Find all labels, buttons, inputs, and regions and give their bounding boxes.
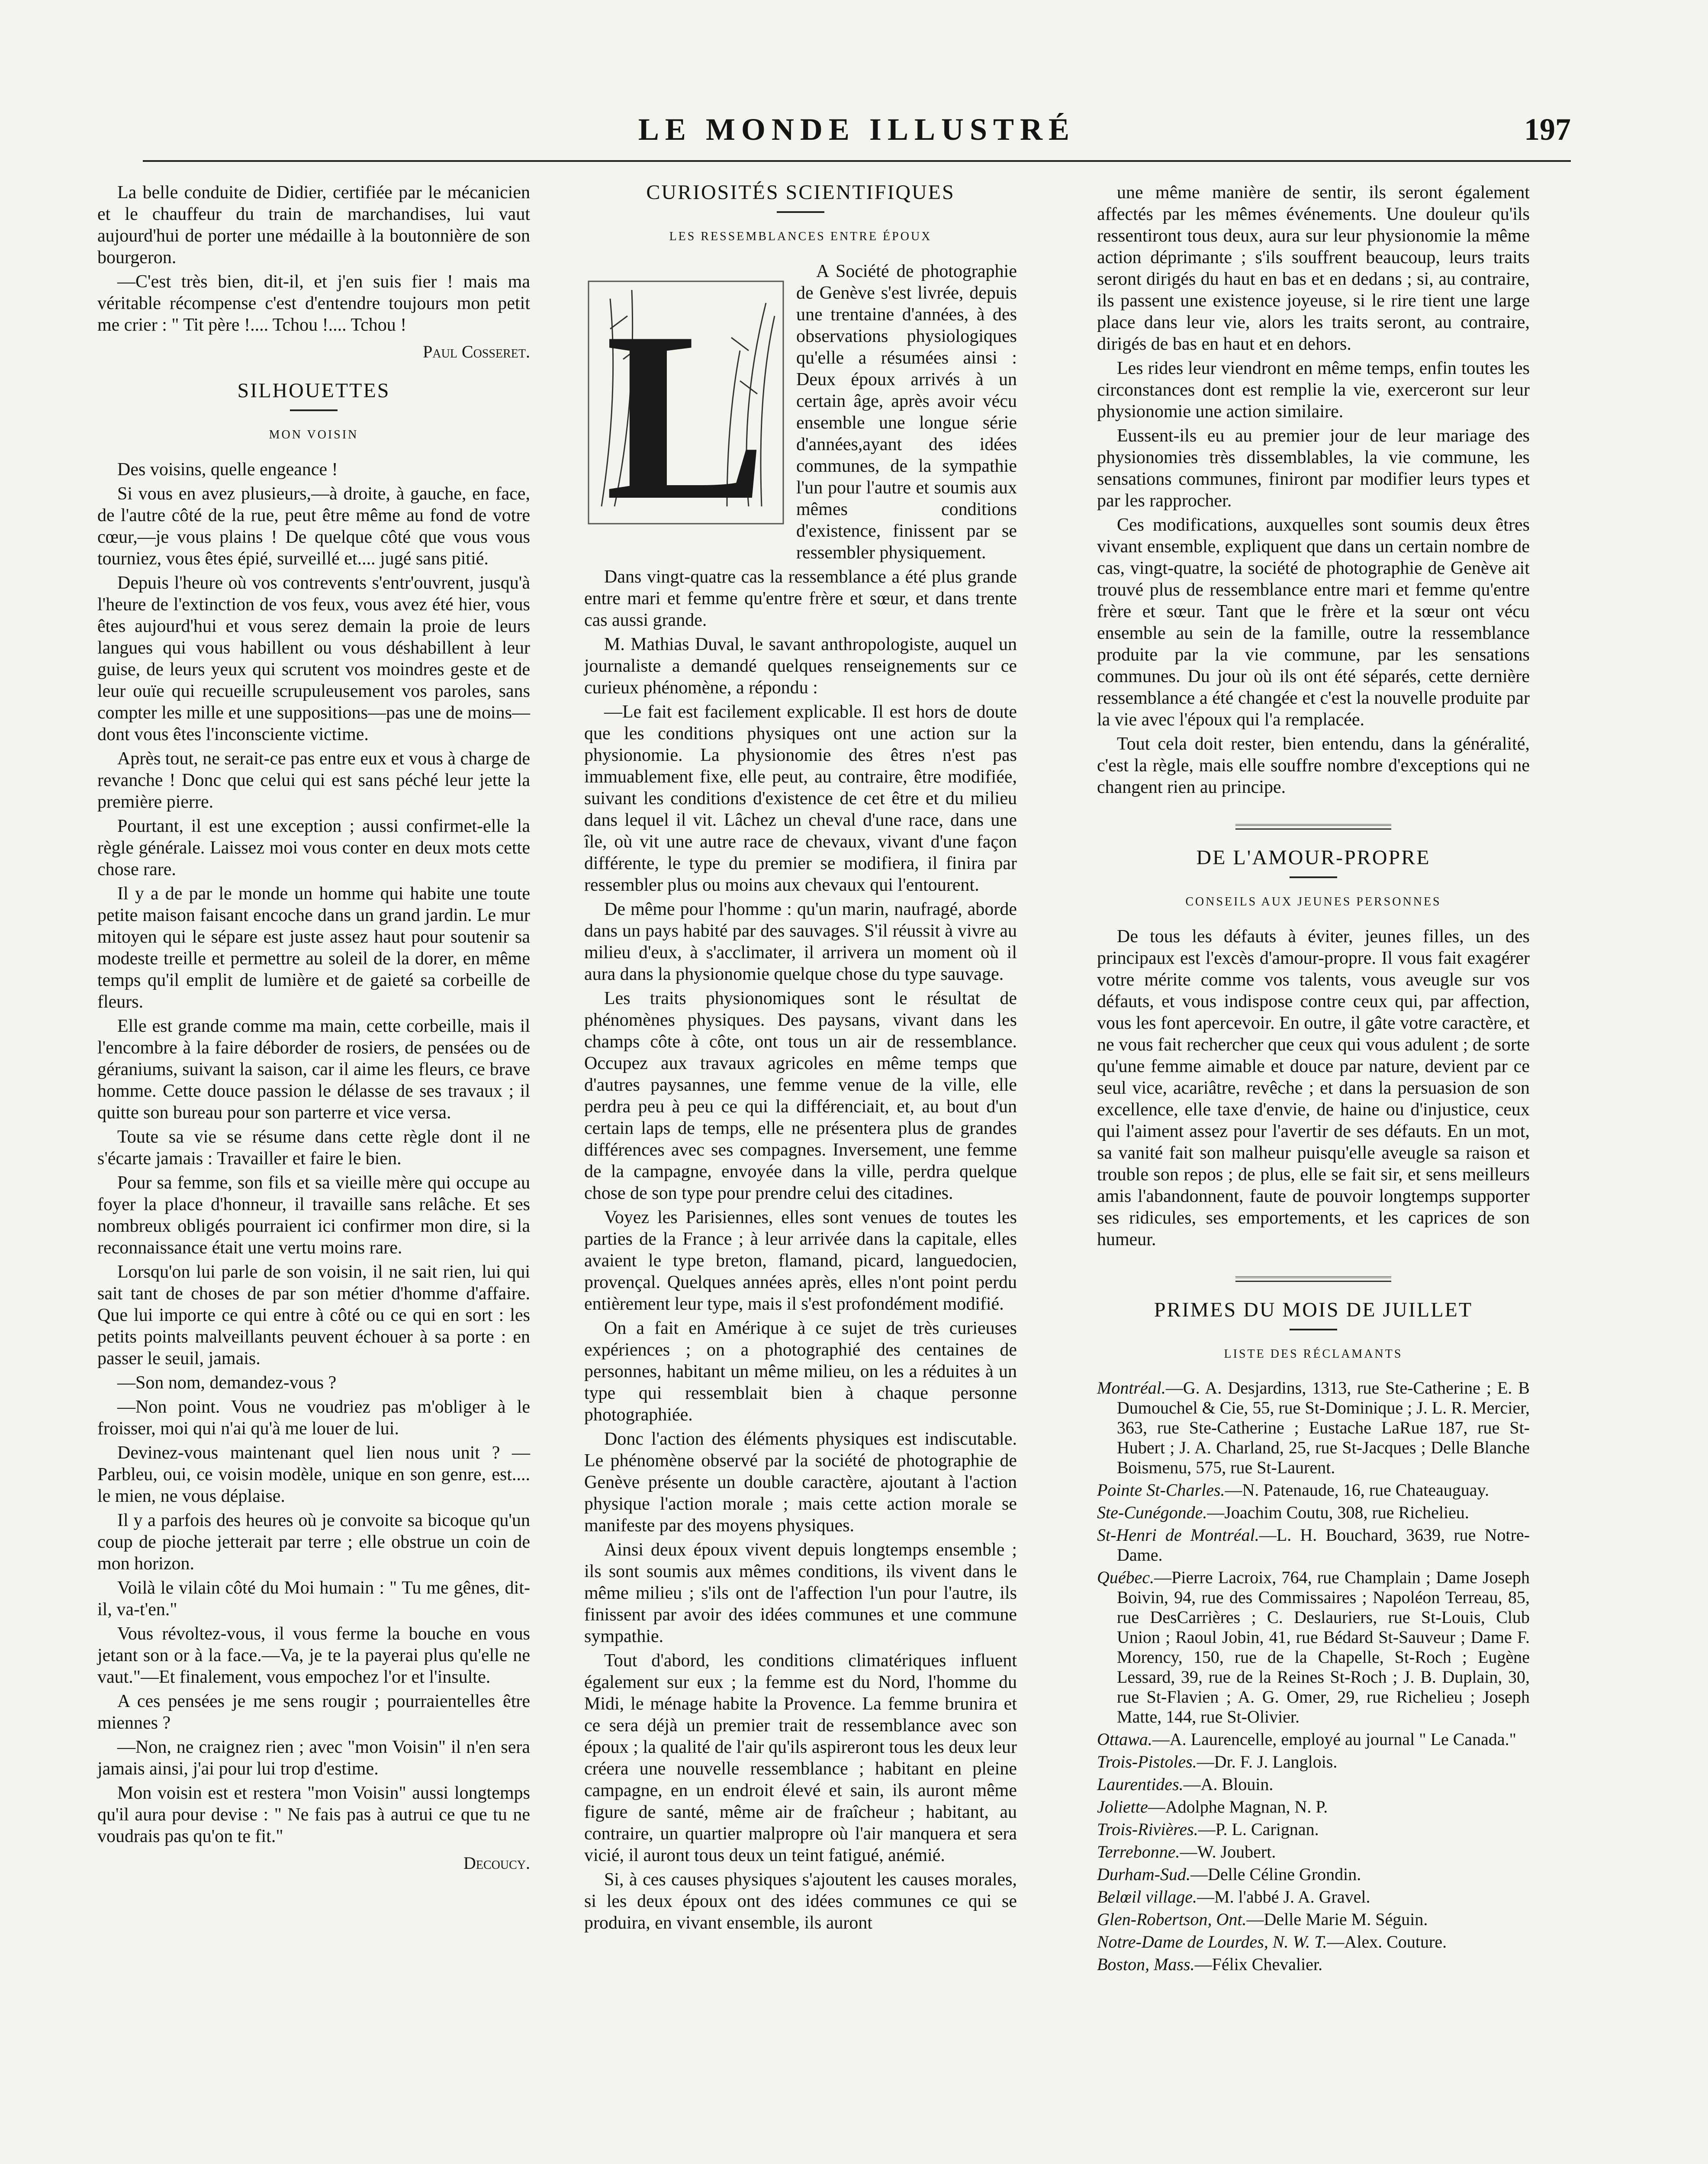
article-paragraph: une même manière de sentir, ils seront également affectés par les mêmes événements. Une douleur qu'ils ressentiront tous deux, aura sur leur physionomie la même action déprimante ; s'ils souffrent beaucoup, leurs traits seront dirigés du haut en bas et en dedans ; si, au contraire, ils passent une existence joyeuse, si le rire tient une large place dans leur vie, alors les traits seront, au contraire, dirigés de bas en haut et en dehors.: [1097, 183, 1530, 354]
list-item: [1097, 1568, 1530, 1727]
claimant-place: Notre-Dame de Lourdes, N. W. T.: [1097, 1932, 1327, 1951]
list-item: [1097, 1525, 1530, 1565]
list-item: [1097, 1774, 1530, 1794]
column-1: [97, 182, 530, 1883]
article-paragraph: Dans vingt-quatre cas la ressemblance a été plus grande entre mari et femme qu'entre frère et sœur, et dans trente cas aussi grande.: [584, 567, 1017, 630]
list-item: [1097, 1910, 1530, 1929]
article-paragraph: A ces pensées je me sens rougir ; pourraientelles être miennes ?: [97, 1691, 530, 1733]
article-paragraph: On a fait en Amérique à ce sujet de très curieuses expériences ; on a photographié des centaines de personnes, habitant un même milieu, on les a réduites à un type qui ressemblait bien à chaque personne photographiée.: [584, 1318, 1017, 1425]
column-3: [1097, 182, 1530, 1977]
article-paragraph: Toute sa vie se résume dans cette règle dont il ne s'écarte jamais : Travailler et faire le bien.: [97, 1127, 530, 1169]
list-item: [1097, 1819, 1530, 1839]
section-subtitle: MON VOISIN: [269, 428, 359, 441]
article-paragraph: Depuis l'heure où vos contrevents s'entr'ouvrent, jusqu'à l'heure de l'extinction de vos feux, vous avez été hier, vous êtes aujourd'hui et vous serez demain la proie de leurs langues qui vous habillent ou vous déshabillent à leur guise, de leurs yeux qui scrutent vos moindres geste et de leur ouïe qui recueille scrupuleusement vos paroles, sans compter les mille et une suppositions—pas une de moins—dont vous êtes l'inconsciente victime.: [97, 573, 530, 744]
article-paragraph: Les traits physionomiques sont le résultat de phénomènes physiques. Des paysans, vivant dans les champs côte à côte, ont tous un air de ressemblance. Occupez aux travaux agricoles en même temps que d'autres paysannes, une femme venue de la ville, elle perdra peu à peu ce qui la différenciait, et, au bout d'un certain laps de temps, elle ne présentera plus de grandes différences avec ses compagnes. Inversement, une femme de la campagne, envoyée dans la ville, perdra quelque chose de son type pour prendre celui des citadines.: [584, 989, 1017, 1203]
section-title-silhouettes: SILHOUETTES: [237, 379, 390, 402]
list-item: [1097, 1865, 1530, 1884]
claimant-place: St-Henri de Montréal.: [1097, 1525, 1259, 1545]
article-paragraph: Vous révoltez-vous, il vous ferme la bouche en vous jetant son or à la face.—Va, je te la payerai plus qu'elle ne vaut."—Et finalement, vous empochez l'or et l'insulte.: [97, 1624, 530, 1687]
claimant-place: Glen-Robertson, Ont.: [1097, 1910, 1247, 1929]
article-paragraph: Voyez les Parisiennes, elles sont venues de toutes les parties de la France ; à leur arrivée dans la capitale, elles avaient le type breton, flamand, picard, languedocien, provençal. Quelques années après, elles n'ont point perdu entièrement leur type, mais il s'est profondément modifié.: [584, 1208, 1017, 1314]
list-item: [1097, 1752, 1530, 1772]
article-paragraph: —Le fait est facilement explicable. Il est hors de doute que les conditions physiques ont une action sur la physionomie. La physionomie des êtres n'est pas immuablement fixe, elle peut, au contraire, être modifiée, suivant les conditions d'existence de cet être et du milieu dans lequel il vit. Lâchez un cheval d'une race, dans une île, où vit une autre race de chevaux, vivant d'une façon différente, le type du premier se modifiera, il finira par ressembler plus ou moins aux chevaux qui l'entourent.: [584, 702, 1017, 895]
drop-cap-letter: L: [605, 282, 767, 541]
article-paragraph: Donc l'action des éléments physiques est indiscutable. Le phénomène observé par la société de photographie de Genève présente un double caractère, ajoutant à l'action physique l'action morale ; mais cette action morale se manifeste par des moyens physiques.: [584, 1429, 1017, 1536]
article-paragraph: Lorsqu'on lui parle de son voisin, il ne sait rien, lui qui sait tant de choses de par son métier d'homme d'affaire. Que lui importe ce qui entre à côté ou ce qui en sort : les petits points malveillants peuvent échouer à sa porte : en passer le seuil, jamais.: [97, 1262, 530, 1369]
claimant-names: —P. L. Carignan.: [1198, 1819, 1319, 1839]
claimant-names: —W. Joubert.: [1180, 1842, 1276, 1861]
claimants-list: [1097, 1378, 1530, 1974]
list-item: [1097, 1932, 1530, 1952]
list-item: [1097, 1480, 1530, 1500]
article-paragraph: Des voisins, quelle engeance !: [117, 460, 338, 480]
section-subtitle: LES RESSEMBLANCES ENTRE ÉPOUX: [669, 230, 932, 243]
article-paragraph: De tous les défauts à éviter, jeunes filles, un des principaux est l'excès d'amour-propre. Il vous fait exagérer votre mérite comme vos talents, vous aveugle sur vos défauts, et vous indispose contre ceux qui, par affection, vous les font apercevoir. En outre, il gâte votre caractère, et ne vous fait rechercher que ceux qui vous adulent ; de sorte qu'une femme aimable et douce par nature, devient par ce seul vice, acariâtre, revêche ; et dans la persuasion de son excellence, elle taxe d'envie, de haine ou d'injustice, ceux qui l'aiment assez pour l'avertir de ses défauts. En un mot, sa vanité fait son malheur puisqu'elle aveugle sa raison et trouble son repos ; de plus, elle se fait sir, et sens meilleurs amis l'abandonnent, faute de pouvoir longtemps supporter ses ridicules, ses emportements, et les caprices de son humeur.: [1097, 927, 1530, 1249]
claimant-names: —A. Laurencelle, employé au journal " Le Canada.": [1152, 1729, 1517, 1749]
column-2: [584, 182, 1017, 1936]
list-item: [1097, 1503, 1530, 1523]
claimant-names: —Adolphe Magnan, N. P.: [1148, 1797, 1328, 1816]
list-item: [1097, 1378, 1530, 1478]
section-title-amour-propre: DE L'AMOUR-PROPRE: [1196, 846, 1431, 869]
claimant-names: —Alex. Couture.: [1327, 1932, 1447, 1951]
claimant-place: Québec.: [1097, 1568, 1155, 1587]
claimant-names: —Pierre Lacroix, 764, rue Champlain ; Dame Joseph Boivin, 94, rue des Commissaires ; Napoléon Terreau, 85, rue DesCarrières ; C. Deslauriers, rue St-Louis, Club Union ; Raoul Jobin, 41, rue Bédard St-Sauveur ; Dame F. Morency, 150, rue de la Chapelle, St-Roch ; Eugène Lessard, 39, rue de la Reines St-Roch ; J. B. Duplain, 30, rue St-Flavien ; A. G. Omer, 29, rue Richelieu ; Joseph Matte, 144, rue St-Olivier.: [1117, 1568, 1530, 1726]
claimant-names: —Dr. F. J. Langlois.: [1197, 1752, 1338, 1771]
claimant-place: Boston, Mass.: [1097, 1955, 1195, 1974]
article-paragraph: Les rides leur viendront en même temps, enfin toutes les circonstances dont est remplie la vie, exerceront sur leur physionomie une action similaire.: [1097, 358, 1530, 422]
article-paragraph: Tout cela doit rester, bien entendu, dans la généralité, c'est la règle, mais elle souffre nombre d'exceptions qui ne changent rien au principe.: [1097, 734, 1530, 797]
claimant-names: —Félix Chevalier.: [1194, 1955, 1323, 1974]
claimant-place: Joliette: [1097, 1797, 1148, 1816]
article-paragraph: Tout d'abord, les conditions climatériques influent également sur eux ; la femme est du Nord, l'homme du Midi, le ménage habite la Provence. La femme brunira et ce sera déjà un premier trait de ressemblance avec son époux ; la qualité de l'air qu'ils aspireront tous les deux leur créera une nouvelle ressemblance ; habitant en pleine campagne, en un endroit élevé et sain, ils auront même figure de santé, même air de fraîcheur ; habitant, au contraire, un quartier malpropre où l'air manquera et sera vicié, il auront tous deux un teint fatigué, anémié.: [584, 1651, 1017, 1865]
list-item: [1097, 1797, 1530, 1817]
article-paragraph: —Non, ne craignez rien ; avec "mon Voisin" il n'en sera jamais ainsi, j'ai pour lui trop d'estime.: [97, 1737, 530, 1779]
drop-cap-illustration: [584, 264, 788, 541]
claimant-names: —Delle Céline Grondin.: [1190, 1865, 1361, 1884]
article-paragraph: Elle est grande comme ma main, cette corbeille, mais il l'encombre à la faire déborder de rosiers, de pensées ou de géraniums, suivant la saison, car il aime les fleurs, ce brave homme. Cette douce passion le délasse de ses travaux ; il quitte son bureau pour son parterre et vice versa.: [97, 1016, 530, 1123]
claimant-names: —N. Patenaude, 16, rue Chateauguay.: [1225, 1480, 1489, 1500]
decorative-initial-letter: [584, 264, 788, 541]
article-body-continued: [1097, 182, 1530, 798]
section-divider: [1235, 1276, 1391, 1282]
author-signature: Decoucy.: [463, 1853, 530, 1873]
section-title-curiosites: CURIOSITÉS SCIENTIFIQUES: [646, 181, 955, 204]
claimant-place: Montréal.: [1097, 1378, 1166, 1398]
title-rule: [1290, 876, 1337, 878]
article-paragraph: —Non point. Vous ne voudriez pas m'obliger à le froisser, moi qui n'ai qu'à me louer de lui.: [97, 1397, 530, 1439]
article-paragraph: Mon voisin est et restera "mon Voisin" aussi longtemps qu'il aura pour devise : " Ne fais pas à autrui ce que tu ne voudrais pas qu'on te fit.": [97, 1783, 530, 1846]
article-paragraph: Ces modifications, auxquelles sont soumis deux êtres vivant ensemble, expliquent que dans un certain nombre de cas, vingt-quatre, la société de photographie de Genève ait trouvé plus de ressemblance entre mari et femme qu'entre frère et sœur. Tant que le frère et la sœur ont vécu ensemble au sein de la famille, outre la ressemblance produite par la vie commune, par les sensations communes. Du jour où ils ont été séparés, cette dernière ressemblance a été changée et c'est la nouvelle produite par la vie avec l'époux qui l'a remplacée.: [1097, 515, 1530, 730]
article-body: [97, 459, 530, 1847]
claimant-place: Trois-Pistoles.: [1097, 1752, 1197, 1771]
article-paragraph: Après tout, ne serait-ce pas entre eux et vous à charge de revanche ! Donc que celui qui est sans péché leur jette la première pierre.: [97, 749, 530, 812]
claimant-place: Pointe St-Charles.: [1097, 1480, 1225, 1500]
article-paragraph: Si, à ces causes physiques s'ajoutent les causes morales, si les deux époux ont des idées communes ce qui se produira, en vivant ensemble, ils auront: [584, 1870, 1017, 1933]
article-paragraph: Devinez-vous maintenant quel lien nous unit ? —Parbleu, oui, ce voisin modèle, unique en son genre, est.... le mien, ne vous déplaise.: [97, 1443, 530, 1506]
article-paragraph: M. Mathias Duval, le savant anthropologiste, auquel un journaliste a demandé quelques renseignements sur ce curieux phénomène, a répondu :: [584, 634, 1017, 698]
claimant-place: Ste-Cunégonde.: [1097, 1503, 1207, 1522]
title-rule: [777, 211, 824, 213]
article-paragraph: Pourtant, il est une exception ; aussi confirmet-elle la règle générale. Laissez moi vous conter en deux mots cette chose rare.: [97, 816, 530, 879]
section-divider: [1235, 824, 1391, 830]
claimant-place: Belœil village.: [1097, 1887, 1197, 1906]
list-item: [1097, 1887, 1530, 1907]
claimant-names: —G. A. Desjardins, 1313, rue Ste-Catherine ; E. B Dumouchel & Cie, 55, rue St-Dominique ; J. L. R. Mercier, 363, rue Ste-Catherine ; Eustache LaRue 187, rue St-Hubert ; J. A. Charland, 25, rue St-Jacques ; Delle Blanche Boismenu, 575, rue St-Laurent.: [1117, 1378, 1530, 1477]
section-subtitle: CONSEILS AUX JEUNES PERSONNES: [1185, 895, 1441, 908]
title-rule: [290, 409, 338, 411]
list-item: [1097, 1955, 1530, 1974]
claimant-names: —A. Blouin.: [1183, 1774, 1274, 1794]
article-paragraph: A Société de photographie de Genève s'est livrée, depuis une trentaine d'années, à des observations physiologiques qu'elle a résumées ainsi : Deux époux arrivés à un certain âge, après avoir vécu ensemble une longue série d'années,ayant des idées communes, de la sympathie l'un pour l'autre et soumis aux mêmes conditions d'existence, finissent par se ressembler physiquement.: [796, 261, 1017, 563]
article-paragraph: Voilà le vilain côté du Moi humain : " Tu me gênes, dit-il, va-t'en.": [97, 1578, 530, 1620]
claimant-place: Durham-Sud.: [1097, 1865, 1190, 1884]
claimant-names: —M. l'abbé J. A. Gravel.: [1197, 1887, 1370, 1906]
claimant-place: Trois-Rivières.: [1097, 1819, 1198, 1839]
claimant-names: —L. H. Bouchard, 3639, rue Notre-Dame.: [1117, 1525, 1530, 1565]
article-paragraph: Eussent-ils eu au premier jour de leur mariage des physionomies très dissemblables, la vie commune, les sensations communes, finiront par modifier leurs types et par les rapprocher.: [1097, 426, 1530, 511]
claimant-place: Terrebonne.: [1097, 1842, 1180, 1861]
claimant-place: Laurentides.: [1097, 1774, 1184, 1794]
story-end-paragraph: —C'est très bien, dit-il, et j'en suis fier ! mais ma véritable récompense c'est d'entendre toujours mon petit me crier : " Tit père !.... Tchou !.... Tchou !: [97, 272, 530, 335]
newspaper-title: LE MONDE ILLUSTRÉ: [638, 112, 1076, 147]
claimant-place: Ottawa.: [1097, 1729, 1152, 1749]
title-rule: [1290, 1329, 1337, 1330]
article-paragraph: Ainsi deux époux vivent depuis longtemps ensemble ; ils sont soumis aux mêmes conditions, ils vivent dans le même milieu ; s'ils ont de l'affection l'un pour l'autre, ils finissent par avoir des idées communes et une commune sympathie.: [584, 1540, 1017, 1646]
article-paragraph: —Son nom, demandez-vous ?: [117, 1373, 337, 1393]
section-title-primes: PRIMES DU MOIS DE JUILLET: [1154, 1298, 1473, 1321]
article-paragraph: De même pour l'homme : qu'un marin, naufragé, aborde dans un pays habité par des sauvages. S'il réussit à vivre au milieu d'eux, à s'acclimater, il arrivera un moment où il aura dans la physionomie quelque chose du type sauvage.: [584, 899, 1017, 984]
list-item: [1097, 1842, 1530, 1862]
claimant-names: —Delle Marie M. Séguin.: [1246, 1910, 1428, 1929]
article-paragraph: Pour sa femme, son fils et sa vieille mère qui occupe au foyer la place d'honneur, il travaille sans relâche. Et ses nombreux obligés pourraient ici confirmer mon dire, si la reconnaissance était une vertu moins rare.: [97, 1173, 530, 1258]
article-paragraph: Il y a de par le monde un homme qui habite une toute petite maison faisant encoche dans un grand jardin. Le mur mitoyen qui le sépare est juste assez haut pour soutenir sa modeste treille et permettre au soleil de la dorer, en même temps qu'il emplit de lumière et de gaieté sa corbeille de fleurs.: [97, 884, 530, 1012]
author-signature: Paul Cosseret.: [423, 342, 530, 361]
page-number: 197: [1524, 112, 1571, 147]
section-subtitle: LISTE DES RÉCLAMANTS: [1224, 1347, 1403, 1361]
claimant-names: —Joachim Coutu, 308, rue Richelieu.: [1207, 1503, 1469, 1522]
article-paragraph: Si vous en avez plusieurs,—à droite, à gauche, en face, de l'autre côté de la rue, peut être même au fond de votre cœur,—je vous plains ! De quelque côté que vous vous tourniez, vous êtes épié, surveillé et.... jugé sans pitié.: [97, 484, 530, 569]
story-end-paragraph: La belle conduite de Didier, certifiée par le mécanicien et le chauffeur du train de marchandises, lui vaut aujourd'hui de porter une médaille à la boutonnière de son bourgeron.: [97, 183, 530, 267]
masthead: [143, 108, 1571, 162]
list-item: [1097, 1729, 1530, 1749]
article-paragraph: Il y a parfois des heures où je convoite sa bicoque qu'un coup de pioche jetterait par terre ; elle obstrue un coin de mon horizon.: [97, 1510, 530, 1574]
